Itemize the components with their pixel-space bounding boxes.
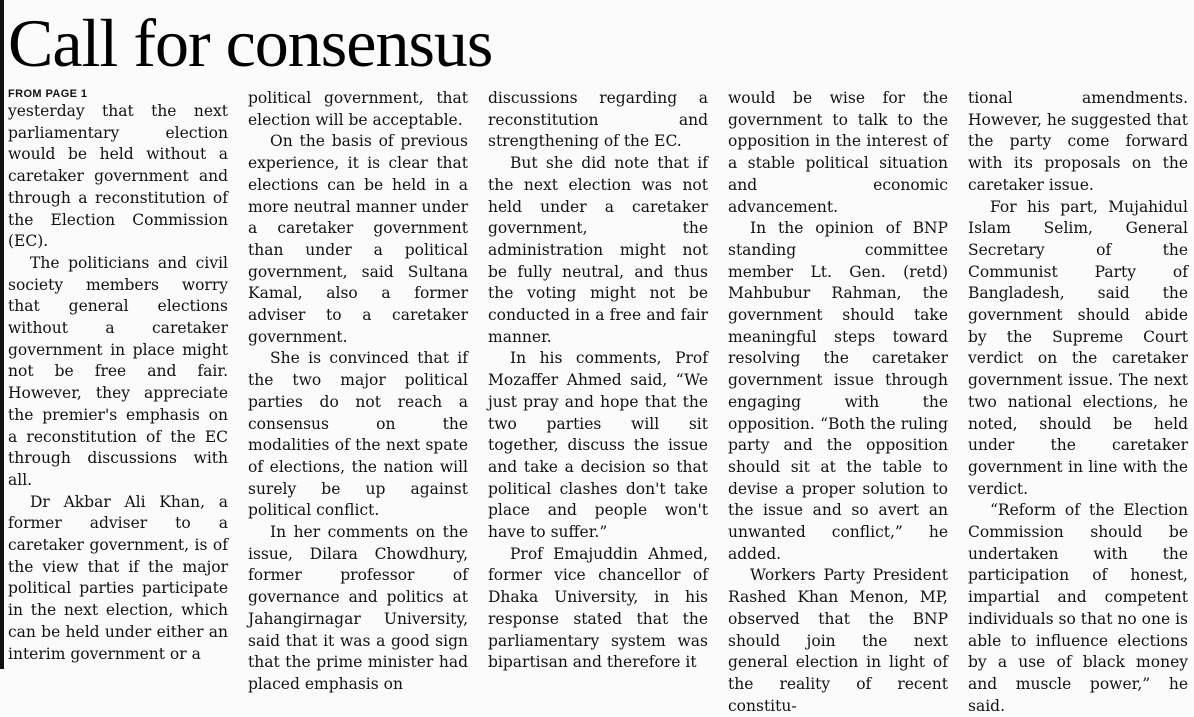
continued-from-label: FROM PAGE 1 <box>8 88 88 100</box>
paragraph: Dr Akbar Ali Khan, a former adviser to a caretaker government, is of the view that if the major political parties participate in the next election, which can be held under either an interim government or a <box>8 492 228 663</box>
paragraph: tional amendments. However, he suggested that the party come forward with its proposals on the caretaker issue. <box>968 89 1188 194</box>
paragraph: “Reform of the Election Commission should be undertaken with the participation of honest, impartial and competent individuals so that no one is able to influence elections by a use of black money and muscle power,” he said. <box>968 501 1188 715</box>
paragraph: political government, that election will be acceptable. <box>248 89 468 129</box>
paragraph: She is convinced that if the two major political parties do not reach a consensus on the modalities of the next spate of elections, the nation will surely be up against political conflict. <box>248 349 468 520</box>
article-column-4 <box>728 88 948 715</box>
paragraph: But she did note that if the next election was not held under a caretaker government, the administration might not be fully neutral, and thus the voting might not be conducted in a free and fair manner. <box>488 154 708 346</box>
paragraph: For his part, Mujahidul Islam Selim, General Secretary of the Communist Party of Bangladesh, said the government should abide by the Supreme Court verdict on the caretaker government issue. The next two national elections, he noted, should be held under the caretaker government in line with the verdict. <box>968 197 1188 498</box>
paragraph: would be wise for the government to talk to the opposition in the interest of a stable political situation and economic advancement. <box>728 89 948 216</box>
paragraph: In her comments on the issue, Dilara Chowdhury, former professor of governance and politics at Jahangirnagar University, said that it was a good sign that the prime minister had placed emphasis on <box>248 523 468 693</box>
paragraph: The politicians and civil society members worry that general elections without a caretaker government in place might not be free and fair. However, they appreciate the premier's emphasis on a reconstitution of the EC through discussions with all. <box>8 253 228 489</box>
paragraph: Workers Party President Rashed Khan Menon, MP, observed that the BNP should join the next general election in light of the reality of recent constitu- <box>728 566 948 715</box>
paragraph: yesterday that the next parliamentary election would be held without a caretaker government and through a reconstitution of the Election Commission (EC). <box>8 102 228 251</box>
article-column-5 <box>968 88 1188 715</box>
article-column-1 <box>8 88 228 668</box>
headline: Call for consensus <box>8 5 493 81</box>
article-column-3 <box>488 88 708 672</box>
page-edge-rule <box>0 0 4 669</box>
paragraph: On the basis of previous experience, it is clear that elections can be held in a more neutral manner under a caretaker government than under a political government, said Sultana Kamal, also a former adviser to a caretaker government. <box>248 132 468 346</box>
paragraph: discussions regarding a reconstitution and strengthening of the EC. <box>488 89 708 151</box>
article-column-2 <box>248 88 468 693</box>
paragraph: Prof Emajuddin Ahmed, former vice chancellor of Dhaka University, in his response stated that the parliamentary system was bipartisan and therefore it <box>488 544 708 672</box>
paragraph: In the opinion of BNP standing committee member Lt. Gen. (retd) Mahbubur Rahman, the government should take meaningful steps toward resolving the caretaker government issue through engaging with the opposition. “Both the ruling party and the opposition should sit at the table to devise a proper solution to the issue and so avert an unwanted conflict,” he added. <box>728 219 948 563</box>
paragraph: In his comments, Prof Mozaffer Ahmed said, “We just pray and hope that the two parties will sit together, discuss the issue and take a decision so that political clashes don't take place and people won't have to suffer.” <box>488 349 708 542</box>
